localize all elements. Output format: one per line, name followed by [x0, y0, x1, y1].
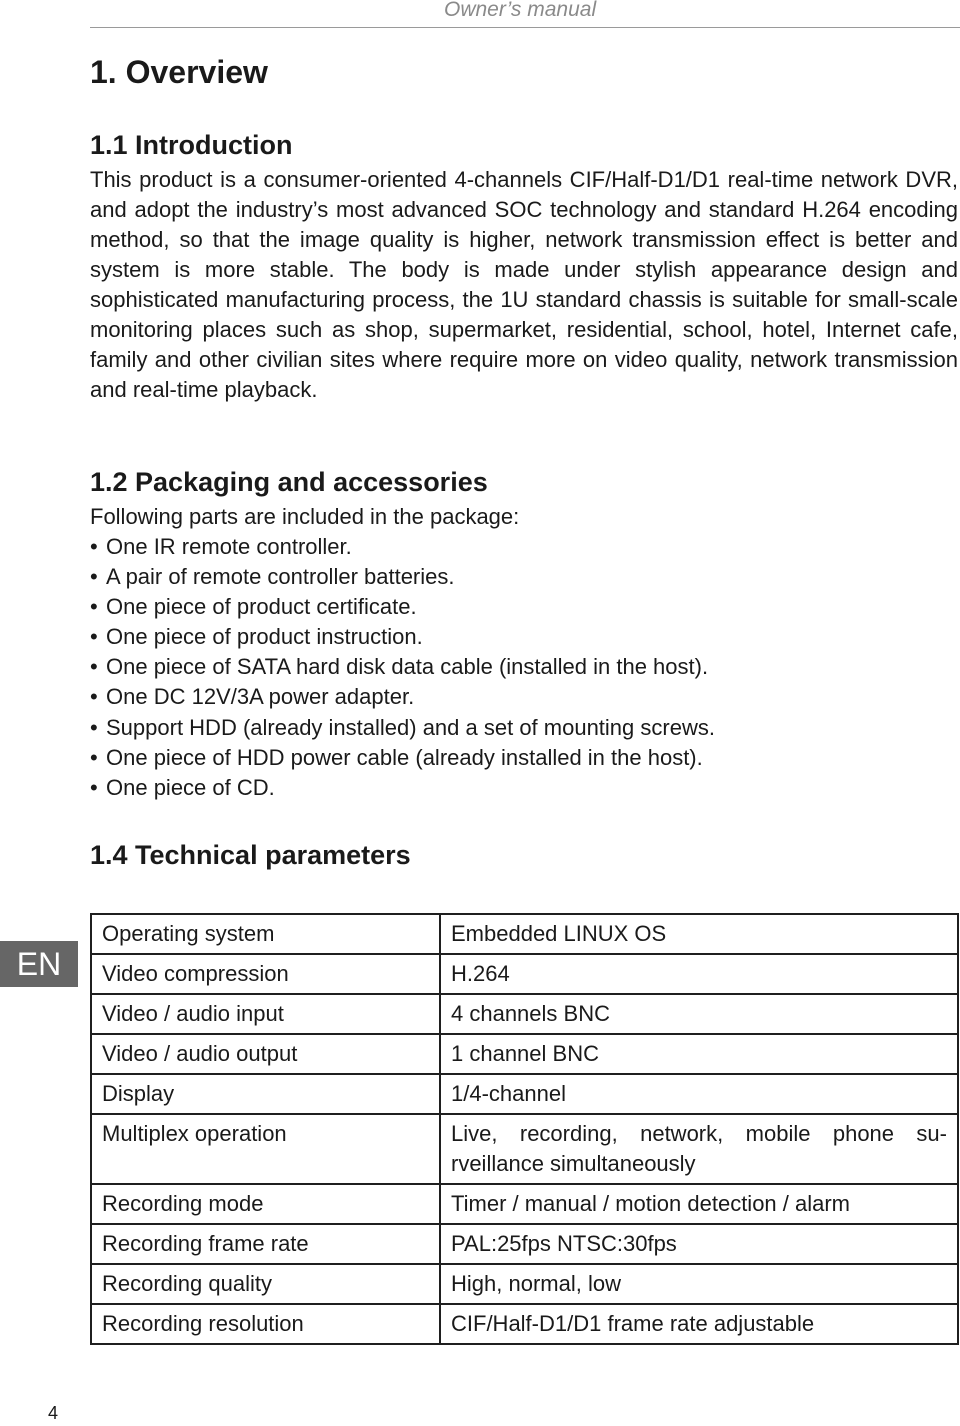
technical-title: 1.4 Technical parameters [90, 840, 411, 870]
overview-title: 1. Overview [90, 54, 268, 90]
table-row [91, 994, 958, 1034]
bullet-icon: • [90, 564, 98, 590]
list-item-text: One IR remote controller. [106, 534, 352, 559]
param-name-cell: Video / audio input [91, 994, 440, 1034]
page-number: 4 [48, 1403, 59, 1423]
param-name-cell: Recording mode [91, 1184, 440, 1224]
param-value-cell: H.264 [440, 954, 958, 994]
intro-title: 1.1 Introduction [90, 130, 293, 160]
bullet-icon: • [90, 714, 98, 740]
list-item-text: One DC 12V/3A power adapter. [106, 684, 415, 710]
list-item [90, 743, 715, 773]
param-value-cell: PAL:25fps NTSC:30fps [440, 1224, 958, 1264]
table-row [91, 1074, 958, 1114]
bullet-icon: • [90, 654, 98, 680]
technical-parameters-table [90, 913, 959, 1345]
intro-paragraph: This product is a consumer-oriented 4-channels CIF/Half-D1/D1 real-time network DVR, and adopt the industry’s most advanced SOC technology and standard H.264 encoding method, so that the image quality is higher, network transmission effect is better and system is more stable. The body is made under stylish appearance design and sophisticated manufacturing process, the 1U standard chassis is suitable for small-scale monitoring places such as shop, supermarket, residential, school, hotel, Internet cafe, family and other civilian sites where require more on video quality, network transmission and real-time playback. [90, 167, 958, 402]
bullet-icon: • [90, 684, 98, 710]
list-item [90, 682, 715, 712]
packaging-title: 1.2 Packaging and accessories [90, 467, 488, 497]
param-name-cell: Display [91, 1074, 440, 1114]
list-item [90, 562, 715, 592]
list-item-text: One piece of SATA hard disk data cable (installed in the host). [106, 654, 709, 680]
param-value-cell: 4 channels BNC [440, 994, 958, 1034]
list-item [90, 592, 715, 622]
param-name-cell: Recording resolution [91, 1304, 440, 1344]
header-rule [90, 27, 960, 28]
list-item [90, 713, 715, 743]
table-row [91, 1224, 958, 1264]
list-item [90, 652, 715, 682]
list-item-text: A pair of remote controller batteries. [106, 564, 455, 590]
param-value-cell: Timer / manual / motion detection / alarm [440, 1184, 958, 1224]
bullet-icon: • [90, 744, 98, 770]
table-row [91, 1264, 958, 1304]
list-item-text: One piece of CD. [106, 774, 275, 800]
bullet-icon: • [90, 594, 98, 620]
list-item-text: One piece of product certificate. [106, 594, 417, 620]
packaging-list [90, 532, 715, 803]
table-row [91, 1304, 958, 1344]
param-name-cell: Video / audio output [91, 1034, 440, 1074]
packaging-intro: Following parts are included in the package: [90, 504, 520, 529]
list-item-text: One piece of product instruction. [106, 624, 423, 650]
bullet-icon: • [90, 774, 98, 800]
param-value-cell: Embedded LINUX OS [440, 914, 958, 954]
language-tab: EN [0, 941, 78, 987]
header-title: Owner’s manual [444, 0, 597, 21]
param-name-cell: Multiplex operation [91, 1114, 440, 1184]
table-row [91, 1184, 958, 1224]
param-value-cell: Live, recording, network, mobile phone su-rveillance simultaneously [440, 1114, 958, 1184]
list-item-text: One piece of HDD power cable (already installed in the host). [106, 744, 703, 770]
param-value-cell: CIF/Half-D1/D1 frame rate adjustable [440, 1304, 958, 1344]
list-item-text: Support HDD (already installed) and a set of mounting screws. [106, 714, 715, 740]
list-item [90, 773, 715, 803]
param-value-cell: 1 channel BNC [440, 1034, 958, 1074]
table-row [91, 1114, 958, 1184]
bullet-icon: • [90, 534, 98, 559]
table-row [91, 1034, 958, 1074]
list-item [90, 532, 715, 562]
param-value-cell: 1/4-channel [440, 1074, 958, 1114]
bullet-icon: • [90, 624, 98, 650]
list-item [90, 622, 715, 652]
table-row [91, 954, 958, 994]
param-name-cell: Recording frame rate [91, 1224, 440, 1264]
table-row [91, 914, 958, 954]
param-name-cell: Recording quality [91, 1264, 440, 1304]
param-value-cell: High, normal, low [440, 1264, 958, 1304]
param-name-cell: Video compression [91, 954, 440, 994]
param-name-cell: Operating system [91, 914, 440, 954]
